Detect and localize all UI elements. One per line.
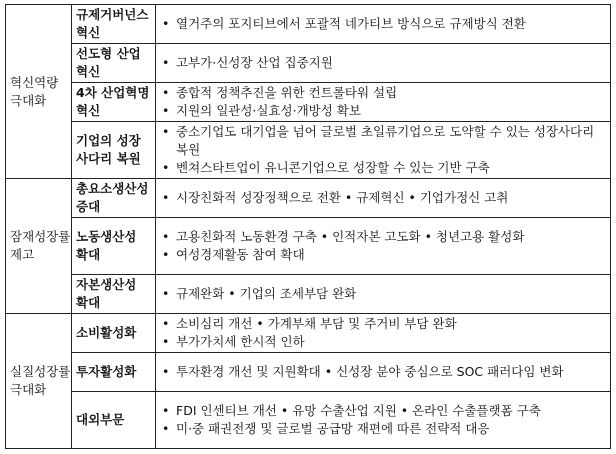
item-text: 시장친화적 성장정책으로 전환 • 규제혁신 • 기업가정신 고취 — [176, 190, 509, 205]
items-cell — [156, 179, 611, 218]
item-text: 소비심리 개선 • 가계부채 부담 및 주거비 부담 완화 — [176, 316, 457, 331]
bullet-icon: • — [162, 85, 170, 100]
item-text: 미·중 패권전쟁 및 글로벌 공급망 재편에 따른 전략적 대응 — [176, 421, 490, 436]
item-text: 규제완화 • 기업의 조세부담 완화 — [176, 286, 357, 301]
subcategory-cell: 소비활성화 — [72, 314, 156, 353]
item-text: 투자환경 개선 및 지원확대 • 신성장 분야 중심으로 SOC 패러다임 변화 — [176, 364, 564, 379]
item-list — [160, 315, 606, 351]
item-list — [160, 84, 606, 120]
category-cell: 잠재성장률 제고 — [6, 179, 72, 314]
table-row — [6, 122, 611, 179]
item-list — [160, 363, 606, 381]
list-item — [160, 84, 606, 102]
table-row — [6, 218, 611, 275]
item-text: 지원의 일관성·실효성·개방성 확보 — [176, 103, 361, 118]
category-cell: 혁신역량 극대화 — [6, 5, 72, 179]
list-item — [160, 402, 606, 420]
subcategory-cell: 대외부문 — [72, 392, 156, 449]
list-item — [160, 363, 606, 381]
item-list — [160, 228, 606, 264]
bullet-icon: • — [162, 160, 170, 175]
bullet-icon: • — [162, 229, 170, 244]
subcategory-cell: 노동생산성 확대 — [72, 218, 156, 275]
bullet-icon: • — [162, 316, 170, 331]
items-cell — [156, 5, 611, 44]
item-text: FDI 인센티브 개선 • 유망 수출산업 지원 • 온라인 수출플랫폼 구축 — [176, 403, 541, 418]
bullet-icon: • — [162, 421, 170, 436]
bullet-icon: • — [162, 364, 170, 379]
table-row — [6, 44, 611, 83]
item-list — [160, 54, 606, 72]
subcategory-cell: 자본생산성 확대 — [72, 275, 156, 314]
list-item — [160, 333, 606, 351]
list-item — [160, 315, 606, 333]
items-cell — [156, 218, 611, 275]
item-list — [160, 402, 606, 438]
items-cell — [156, 44, 611, 83]
items-cell — [156, 275, 611, 314]
subcategory-cell: 4차 산업혁명 혁신 — [72, 83, 156, 122]
items-cell — [156, 83, 611, 122]
list-item — [160, 246, 606, 264]
item-list — [160, 189, 606, 207]
bullet-icon: • — [162, 334, 170, 349]
bullet-icon: • — [162, 247, 170, 262]
bullet-icon: • — [162, 103, 170, 118]
table-row — [6, 314, 611, 353]
policy-table — [5, 4, 611, 449]
item-list — [160, 123, 606, 177]
bullet-icon: • — [162, 190, 170, 205]
item-list — [160, 285, 606, 303]
items-cell — [156, 392, 611, 449]
items-cell — [156, 314, 611, 353]
list-item — [160, 102, 606, 120]
table-row — [6, 275, 611, 314]
item-text: 고용친화적 노동환경 구축 • 인적자본 고도화 • 청년고용 활성화 — [176, 229, 525, 244]
bullet-icon: • — [162, 124, 170, 139]
item-text: 여성경제활동 참여 확대 — [176, 247, 305, 262]
item-text: 종합적 정책추진을 위한 컨트롤타워 설립 — [176, 85, 398, 100]
item-text: 부가가치세 한시적 인하 — [176, 334, 305, 349]
category-cell: 실질성장률 극대화 — [6, 314, 72, 449]
list-item — [160, 123, 606, 159]
items-cell — [156, 353, 611, 392]
list-item — [160, 54, 606, 72]
table-row — [6, 83, 611, 122]
list-item — [160, 420, 606, 438]
items-cell — [156, 122, 611, 179]
item-text: 벤쳐스타트업이 유니콘기업으로 성장할 수 있는 기반 구축 — [176, 160, 490, 175]
subcategory-cell: 기업의 성장사다리 복원 — [72, 122, 156, 179]
item-text: 중소기업도 대기업을 넘어 글로벌 초일류기업으로 도약할 수 있는 성장사다리 복원 — [176, 124, 595, 157]
list-item — [160, 15, 606, 33]
subcategory-cell: 투자활성화 — [72, 353, 156, 392]
bullet-icon: • — [162, 403, 170, 418]
table-row — [6, 5, 611, 44]
list-item — [160, 228, 606, 246]
bullet-icon: • — [162, 286, 170, 301]
item-list — [160, 15, 606, 33]
bullet-icon: • — [162, 16, 170, 31]
item-text: 열거주의 포지티브에서 포괄적 네가티브 방식으로 규제방식 전환 — [176, 16, 526, 31]
item-text: 고부가·신성장 산업 집중지원 — [176, 55, 333, 70]
subcategory-cell: 규제거버넌스 혁신 — [72, 5, 156, 44]
subcategory-cell: 총요소생산성 증대 — [72, 179, 156, 218]
table-row — [6, 353, 611, 392]
list-item — [160, 285, 606, 303]
list-item — [160, 159, 606, 177]
bullet-icon: • — [162, 55, 170, 70]
subcategory-cell: 선도형 산업 혁신 — [72, 44, 156, 83]
list-item — [160, 189, 606, 207]
table-row — [6, 392, 611, 449]
table-row — [6, 179, 611, 218]
